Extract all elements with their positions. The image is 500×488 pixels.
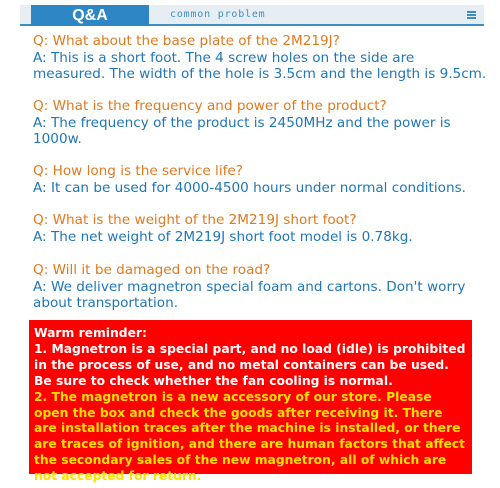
question: Q: Will it be damaged on the road? — [33, 262, 271, 278]
reminder-title: Warm reminder: — [34, 326, 147, 340]
qa-item — [33, 212, 488, 245]
answer: A: It can be used for 4000-4500 hours under normal conditions. — [33, 179, 466, 196]
question: Q: How long is the service life? — [33, 163, 243, 179]
qa-item — [33, 163, 488, 196]
warm-reminder-box — [29, 320, 472, 484]
qa-item — [33, 262, 488, 312]
question: Q: What is the weight of the 2M219J short foot? — [33, 212, 357, 228]
question: Q: What about the base plate of the 2M219J? — [33, 33, 340, 49]
answer: A: We deliver magnetron special foam and cartons. Don't worry about transportation. — [33, 278, 466, 311]
qa-item — [33, 33, 488, 83]
qa-item — [33, 98, 488, 148]
answer: A: The net weight of 2M219J short foot model is 0.78kg. — [33, 228, 413, 245]
menu-icon[interactable] — [467, 11, 476, 19]
reminder-point-1: 1. Magnetron is a special part, and no load (idle) is prohibited in the process of use, and no metal containers can be used. Be sure to check whether the fan cooling is normal. — [34, 341, 466, 388]
answer: A: This is a short foot. The 4 screw holes on the side are measured. The width of the hole is 3.5cm and the length is 9.5cm. — [33, 49, 487, 82]
header-subtitle: common problem — [170, 9, 266, 20]
reminder-point-2: 2. The magnetron is a new accessory of our store. Please open the box and check the goods after receiving it. There are installation traces after the machine is installed, or there are traces of ignition, and there are human factors that affect the secondary sales of the new magnetron, all of which are not accepted for return. — [34, 389, 465, 484]
question: Q: What is the frequency and power of the product? — [33, 98, 387, 114]
answer: A: The frequency of the product is 2450MHz and the power is 1000w. — [33, 114, 451, 147]
header-bar — [20, 5, 484, 26]
qa-tab[interactable]: Q&A — [31, 5, 149, 26]
